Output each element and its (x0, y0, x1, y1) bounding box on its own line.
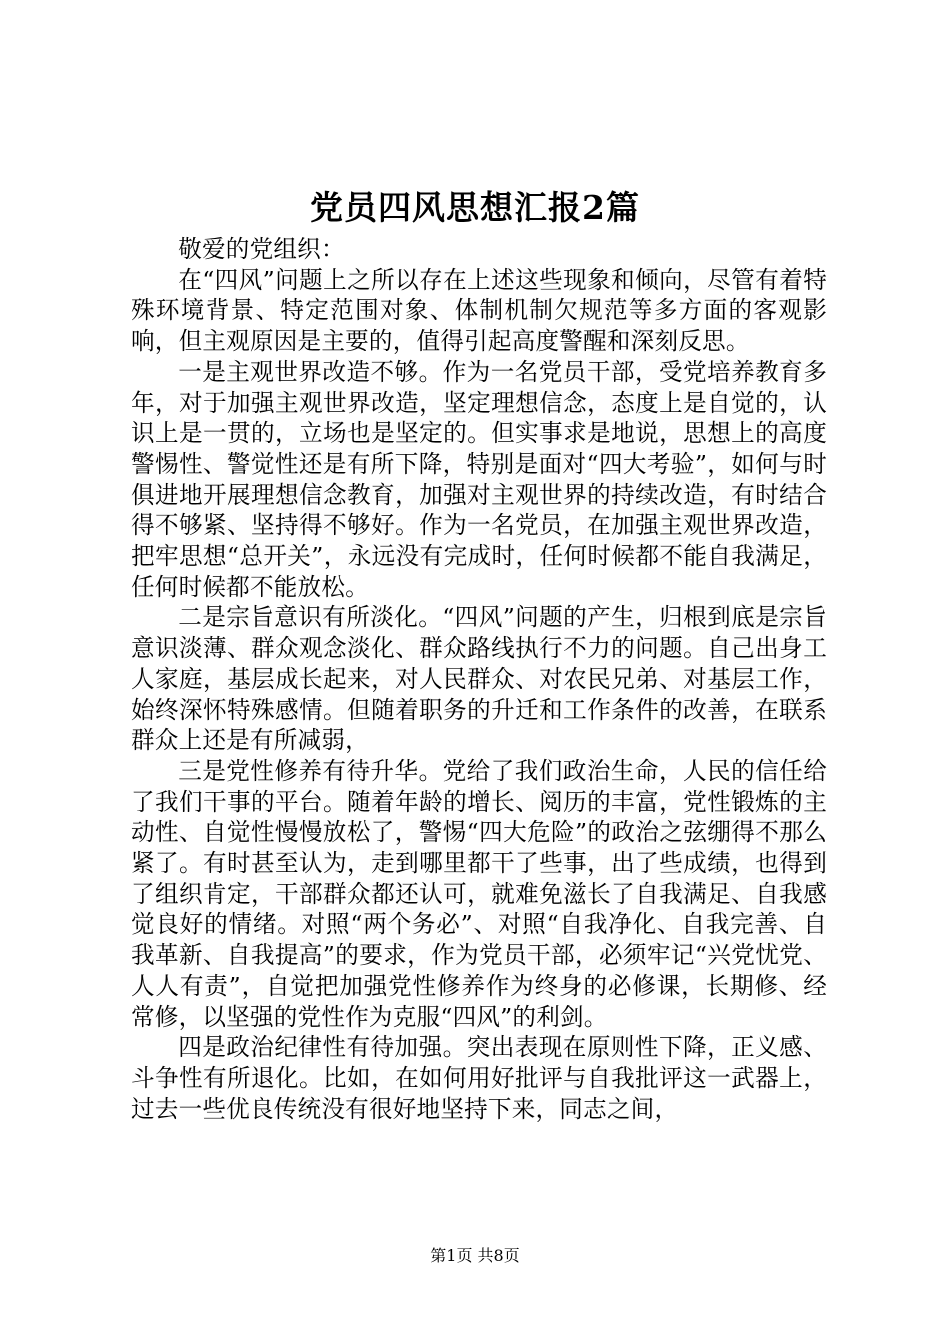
paragraph: 在“四风”问题上之所以存在上述这些现象和倾向，尽管有着特殊环境背景、特定范围对象、体制机制欠规范等多方面的客观影响，但主观原因是主要的，值得引起高度警醒和深刻反思。 (131, 265, 827, 356)
document-body (131, 234, 827, 1124)
salutation: 敬爱的党组织： (178, 235, 345, 263)
paragraph: 二是宗旨意识有所淡化。“四风”问题的产生，归根到底是宗旨意识淡薄、群众观念淡化、群众路线执行不力的问题。自己出身工人家庭，基层成长起来，对人民群众、对农民兄弟、对基层工作，始终深怀特殊感情。但随着职务的升迁和工作条件的改善，在联系群众上还是有所减弱， (131, 603, 827, 755)
paragraph: 四是政治纪律性有待加强。突出表现在原则性下降，正义感、斗争性有所退化。比如，在如何用好批评与自我批评这一武器上，过去一些优良传统没有很好地坚持下来，同志之间， (131, 1033, 827, 1123)
document-title: 党员四风思想汇报2篇 (310, 188, 640, 227)
page-number-footer: 第1页 共8页 (430, 1246, 520, 1265)
paragraph: 一是主观世界改造不够。作为一名党员干部，受党培养教育多年，对于加强主观世界改造，坚定理想信念，态度上是自觉的，认识上是一贯的，立场也是坚定的。但实事求是地说，思想上的高度警惕性、警觉性还是有所下降，特别是面对“四大考验”，如何与时俱进地开展理想信念教育，加强对主观世界的持续改造，有时结合得不够紧、坚持得不够好。作为一名党员，在加强主观世界改造，把牢思想“总开关”，永远没有完成时，任何时候都不能自我满足，任何时候都不能放松。 (131, 357, 827, 601)
paragraph: 三是党性修养有待升华。党给了我们政治生命，人民的信任给了我们干事的平台。随着年龄的增长、阅历的丰富，党性锻炼的主动性、自觉性慢慢放松了，警惕“四大危险”的政治之弦绷得不那么紧了。有时甚至认为，走到哪里都干了些事，出了些成绩，也得到了组织肯定，干部群众都还认可，就难免滋长了自我满足、自我感觉良好的情绪。对照“两个务必”、对照“自我净化、自我完善、自我革新、自我提高”的要求，作为党员干部，必须牢记“兴党忧党、人人有责”，自觉把加强党性修养作为终身的必修课，长期修、经常修，以坚强的党性作为克服“四风”的利剑。 (131, 756, 827, 1031)
